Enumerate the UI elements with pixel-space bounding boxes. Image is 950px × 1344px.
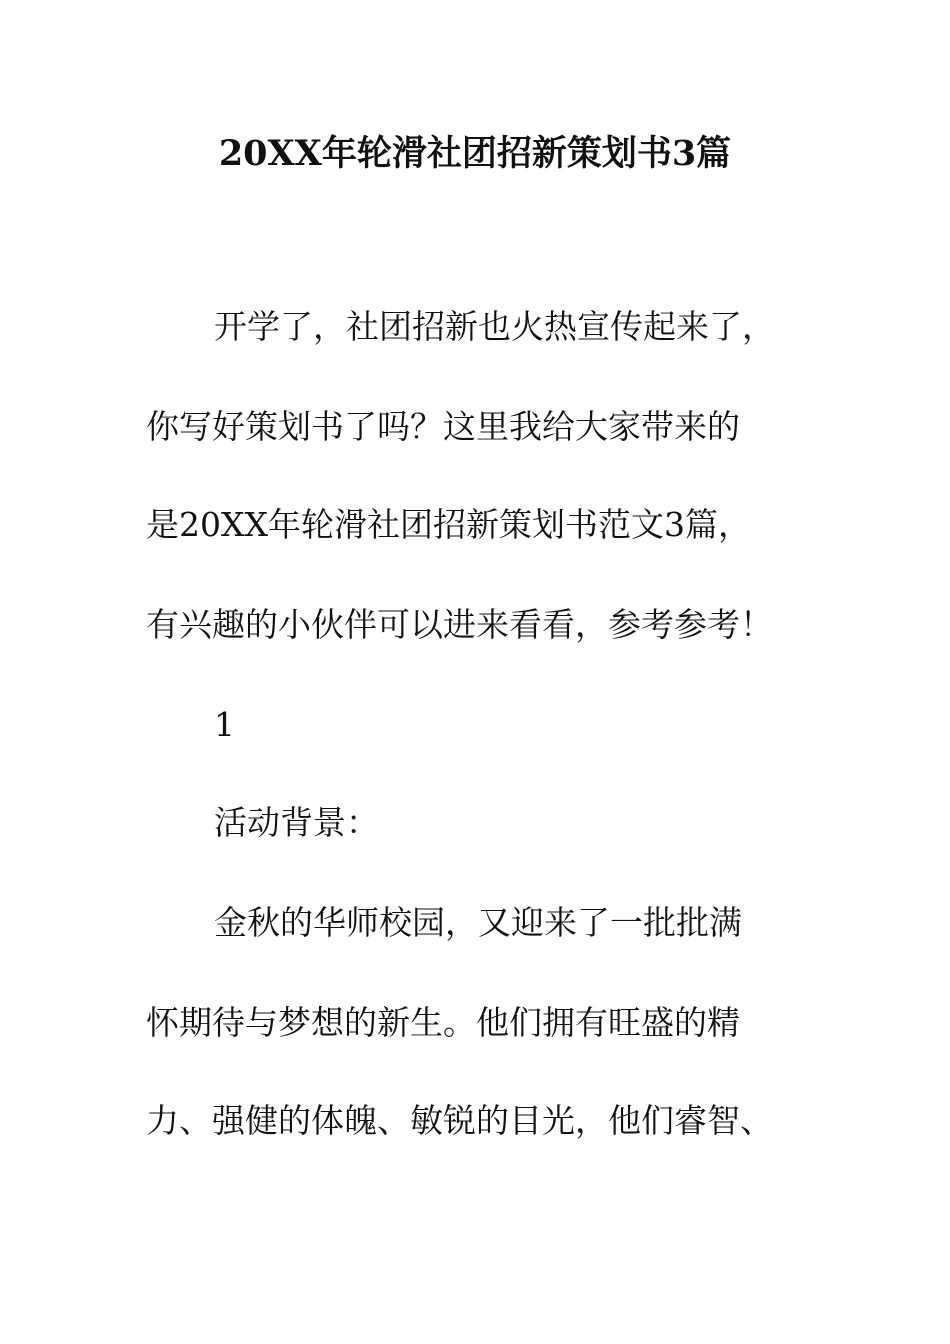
paragraph-line-1: 开学了，社团招新也火热宣传起来了， <box>214 307 775 346</box>
paragraph-line-4: 有兴趣的小伙伴可以进来看看，参考参考！ <box>146 605 773 644</box>
section-number: 1 <box>214 705 235 744</box>
section-heading: 活动背景： <box>214 803 379 842</box>
paragraph-line-2: 你写好策划书了吗？这里我给大家带来的 <box>146 407 740 446</box>
paragraph-line-5: 金秋的华师校园，又迎来了一批批满 <box>214 903 742 942</box>
document-title: 20XX年轮滑社团招新策划书3篇 <box>218 133 732 174</box>
paragraph-line-3: 是20XX年轮滑社团招新策划书范文3篇， <box>146 505 751 544</box>
paragraph-line-7: 力、强健的体魄、敏锐的目光，他们睿智、 <box>146 1101 773 1140</box>
paragraph-line-6: 怀期待与梦想的新生。他们拥有旺盛的精 <box>146 1003 740 1042</box>
